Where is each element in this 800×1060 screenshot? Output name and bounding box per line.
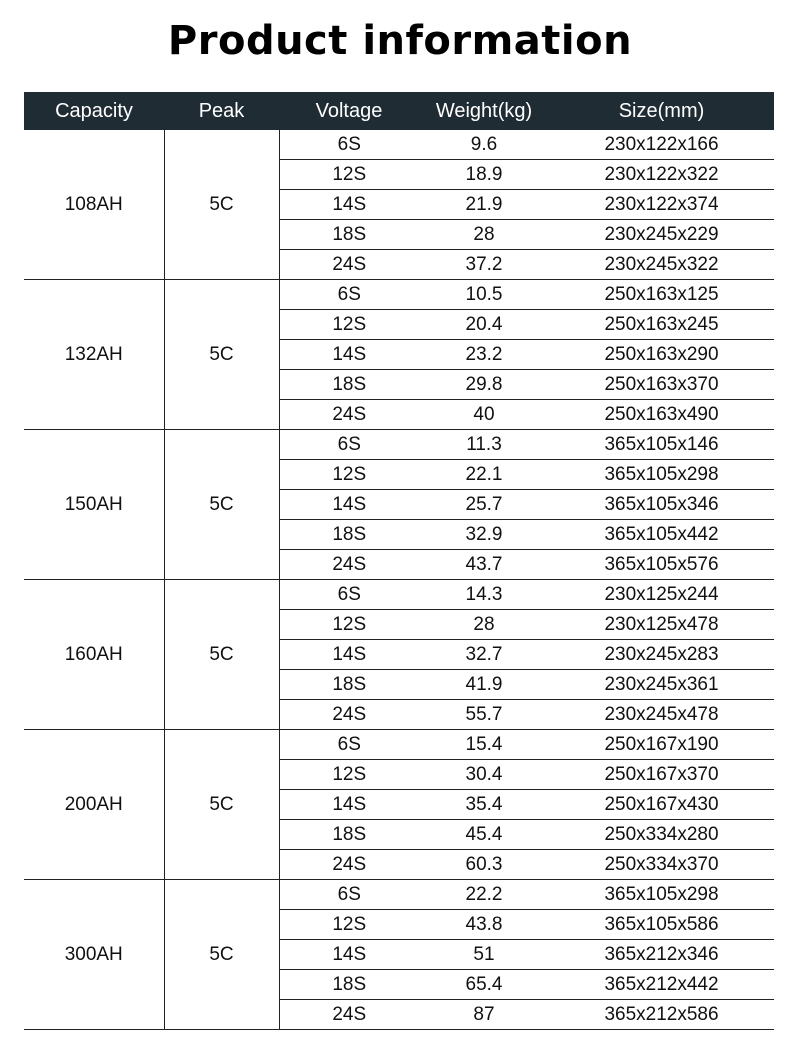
- voltage-cell: 14S: [279, 340, 419, 370]
- weight-cell: 45.4: [419, 820, 549, 850]
- voltage-cell: 18S: [279, 370, 419, 400]
- weight-cell: 25.7: [419, 490, 549, 520]
- weight-cell: 22.2: [419, 880, 549, 910]
- weight-cell: 10.5: [419, 280, 549, 310]
- size-cell: 365x105x298: [549, 460, 774, 490]
- weight-cell: 40: [419, 400, 549, 430]
- voltage-cell: 6S: [279, 580, 419, 610]
- weight-cell: 20.4: [419, 310, 549, 340]
- weight-cell: 51: [419, 940, 549, 970]
- size-cell: 230x125x478: [549, 610, 774, 640]
- size-cell: 365x212x586: [549, 1000, 774, 1030]
- size-cell: 250x334x370: [549, 850, 774, 880]
- voltage-cell: 12S: [279, 760, 419, 790]
- weight-cell: 9.6: [419, 130, 549, 160]
- size-cell: 230x245x478: [549, 700, 774, 730]
- voltage-cell: 18S: [279, 220, 419, 250]
- table-row: [24, 580, 774, 610]
- size-cell: 230x245x283: [549, 640, 774, 670]
- weight-cell: 60.3: [419, 850, 549, 880]
- size-cell: 365x105x346: [549, 490, 774, 520]
- peak-cell: 5C: [164, 130, 279, 280]
- peak-cell: 5C: [164, 730, 279, 880]
- size-cell: 230x125x244: [549, 580, 774, 610]
- size-cell: 230x245x361: [549, 670, 774, 700]
- size-cell: 250x167x190: [549, 730, 774, 760]
- weight-cell: 37.2: [419, 250, 549, 280]
- size-cell: 250x163x490: [549, 400, 774, 430]
- voltage-cell: 24S: [279, 250, 419, 280]
- product-spec-table: [24, 92, 774, 1030]
- voltage-cell: 18S: [279, 520, 419, 550]
- voltage-cell: 12S: [279, 610, 419, 640]
- capacity-cell: 300AH: [24, 880, 164, 1030]
- weight-cell: 32.9: [419, 520, 549, 550]
- table-body: [24, 130, 774, 1030]
- size-cell: 250x167x430: [549, 790, 774, 820]
- size-cell: 250x163x125: [549, 280, 774, 310]
- capacity-cell: 160AH: [24, 580, 164, 730]
- header-size: Size(mm): [549, 92, 774, 130]
- header-capacity: Capacity: [24, 92, 164, 130]
- size-cell: 365x212x442: [549, 970, 774, 1000]
- size-cell: 250x334x280: [549, 820, 774, 850]
- weight-cell: 55.7: [419, 700, 549, 730]
- size-cell: 230x245x229: [549, 220, 774, 250]
- weight-cell: 21.9: [419, 190, 549, 220]
- weight-cell: 43.8: [419, 910, 549, 940]
- weight-cell: 23.2: [419, 340, 549, 370]
- voltage-cell: 12S: [279, 160, 419, 190]
- size-cell: 230x122x322: [549, 160, 774, 190]
- weight-cell: 28: [419, 610, 549, 640]
- weight-cell: 28: [419, 220, 549, 250]
- capacity-cell: 132AH: [24, 280, 164, 430]
- table-row: [24, 130, 774, 160]
- weight-cell: 14.3: [419, 580, 549, 610]
- weight-cell: 41.9: [419, 670, 549, 700]
- voltage-cell: 24S: [279, 850, 419, 880]
- weight-cell: 35.4: [419, 790, 549, 820]
- voltage-cell: 18S: [279, 670, 419, 700]
- voltage-cell: 18S: [279, 970, 419, 1000]
- peak-cell: 5C: [164, 880, 279, 1030]
- weight-cell: 87: [419, 1000, 549, 1030]
- voltage-cell: 6S: [279, 130, 419, 160]
- table-header-row: [24, 92, 774, 130]
- size-cell: 250x167x370: [549, 760, 774, 790]
- voltage-cell: 14S: [279, 940, 419, 970]
- size-cell: 365x105x586: [549, 910, 774, 940]
- size-cell: 365x105x298: [549, 880, 774, 910]
- capacity-cell: 150AH: [24, 430, 164, 580]
- voltage-cell: 12S: [279, 310, 419, 340]
- voltage-cell: 14S: [279, 490, 419, 520]
- voltage-cell: 12S: [279, 910, 419, 940]
- size-cell: 250x163x245: [549, 310, 774, 340]
- weight-cell: 22.1: [419, 460, 549, 490]
- voltage-cell: 12S: [279, 460, 419, 490]
- voltage-cell: 18S: [279, 820, 419, 850]
- voltage-cell: 14S: [279, 190, 419, 220]
- table-row: [24, 880, 774, 910]
- size-cell: 365x212x346: [549, 940, 774, 970]
- weight-cell: 15.4: [419, 730, 549, 760]
- voltage-cell: 6S: [279, 280, 419, 310]
- weight-cell: 32.7: [419, 640, 549, 670]
- size-cell: 230x122x166: [549, 130, 774, 160]
- capacity-cell: 108AH: [24, 130, 164, 280]
- voltage-cell: 24S: [279, 550, 419, 580]
- size-cell: 230x122x374: [549, 190, 774, 220]
- header-peak: Peak: [164, 92, 279, 130]
- voltage-cell: 14S: [279, 790, 419, 820]
- weight-cell: 65.4: [419, 970, 549, 1000]
- voltage-cell: 24S: [279, 700, 419, 730]
- size-cell: 230x245x322: [549, 250, 774, 280]
- table-row: [24, 280, 774, 310]
- weight-cell: 18.9: [419, 160, 549, 190]
- peak-cell: 5C: [164, 580, 279, 730]
- voltage-cell: 6S: [279, 880, 419, 910]
- table-row: [24, 730, 774, 760]
- page-title: Product information: [167, 18, 633, 64]
- weight-cell: 30.4: [419, 760, 549, 790]
- peak-cell: 5C: [164, 280, 279, 430]
- size-cell: 250x163x370: [549, 370, 774, 400]
- voltage-cell: 14S: [279, 640, 419, 670]
- header-voltage: Voltage: [279, 92, 419, 130]
- size-cell: 365x105x146: [549, 430, 774, 460]
- voltage-cell: 24S: [279, 400, 419, 430]
- header-weight: Weight(kg): [419, 92, 549, 130]
- capacity-cell: 200AH: [24, 730, 164, 880]
- size-cell: 365x105x442: [549, 520, 774, 550]
- table-row: [24, 430, 774, 460]
- peak-cell: 5C: [164, 430, 279, 580]
- weight-cell: 11.3: [419, 430, 549, 460]
- voltage-cell: 6S: [279, 430, 419, 460]
- voltage-cell: 6S: [279, 730, 419, 760]
- size-cell: 365x105x576: [549, 550, 774, 580]
- size-cell: 250x163x290: [549, 340, 774, 370]
- weight-cell: 29.8: [419, 370, 549, 400]
- weight-cell: 43.7: [419, 550, 549, 580]
- voltage-cell: 24S: [279, 1000, 419, 1030]
